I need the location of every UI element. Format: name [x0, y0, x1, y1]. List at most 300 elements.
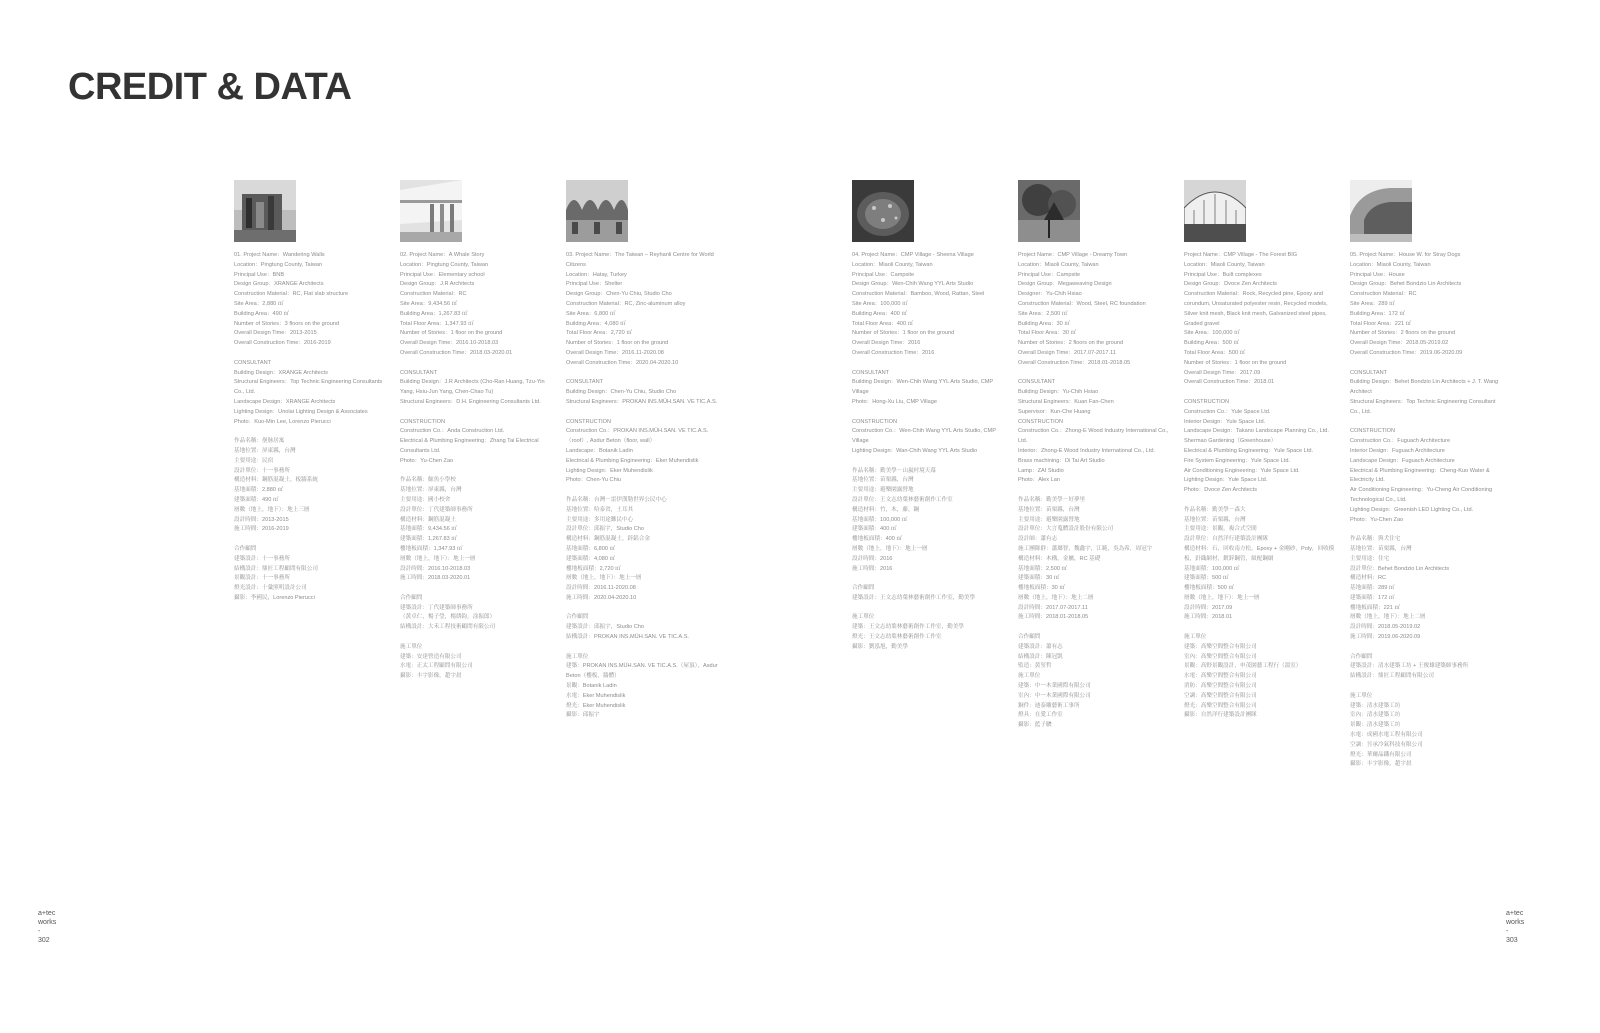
project-photo-forest-big	[1184, 180, 1246, 242]
credit-line: 層數（地上，地下）：地上二層	[1018, 594, 1094, 601]
spacer	[566, 408, 718, 418]
credit-line: Air Conditioning Engineering：Yu-Cheng Air Conditioning Technological Co., Ltd.	[1350, 487, 1493, 503]
credit-line: Lighting Design：Yule Space Ltd.	[1184, 477, 1268, 484]
credit-line: Structural Engineers：Top Technic Engineering Consultants Co., Ltd.	[234, 379, 383, 396]
credit-line: 設計單位：王文志幼葉林藝術創作工作室	[852, 496, 953, 503]
footer-right-line: -	[1506, 928, 1509, 935]
credit-line: Construction Material：RC, Flat slab structure	[234, 291, 349, 298]
credit-line: Number of Stories：2 floors on the ground	[1350, 330, 1456, 337]
credit-line: 施工單位	[400, 643, 423, 650]
credit-line: 作品名稱：壘脉居寓	[234, 438, 285, 445]
credit-line: 景觀設計：十一事務所	[234, 575, 290, 582]
credit-line: Overall Design Time：2016	[852, 340, 921, 347]
spacer	[234, 349, 386, 359]
credit-line: Site Area：6,800 ㎡	[566, 310, 616, 317]
credit-line: 設計時間：2016	[852, 555, 893, 562]
credit-line: Number of Stories：1 floor on the ground	[400, 330, 503, 337]
credit-line: 層數（地上，地下）：地上二層	[1350, 614, 1426, 621]
spacer	[852, 408, 1004, 418]
credit-line: 施工時間：2016	[852, 565, 893, 572]
credit-line: 層數（地上，地下）：地上一層	[566, 575, 642, 582]
credit-line: 建築面積：172 ㎡	[1350, 594, 1395, 601]
credit-line: 施工單位	[1018, 673, 1041, 680]
credit-line: 04. Project Name：CMP Village - Sheena Village	[852, 252, 974, 258]
spacer	[1018, 369, 1170, 379]
credit-line: 建築：高樂空間整合有限公司	[1184, 643, 1257, 650]
credit-line: 施工時間：2018.01	[1184, 614, 1233, 621]
credit-line: 作品名稱：勤美學－好夢里	[1018, 496, 1086, 503]
credit-line: 建築面積：30 ㎡	[1018, 575, 1060, 582]
project-column-sheena-village	[852, 180, 1004, 653]
credit-line: Site Area：2,880 ㎡	[234, 300, 284, 307]
credit-line: Brass machining：Di Tai Art Studio	[1018, 457, 1105, 464]
credit-line: 建築設計：王文志幼葉林藝術創作工作室，勤美學	[852, 594, 976, 601]
credit-line: Landscape：Botanik Ladin	[566, 447, 633, 454]
credit-line: 施工團隊群：蕭瑯智，魏鑫宇，江範，吳為希，周冠宇	[1018, 545, 1153, 552]
credit-line: 施工時間：2020.04-2020.10	[566, 594, 637, 601]
credit-line: Construction Material：RC	[400, 291, 467, 298]
project-column-forest-big	[1184, 180, 1336, 721]
credit-line: Overall Design Time：2016.10-2018.03	[400, 340, 499, 347]
credit-line: 作品名稱：與犬住宅	[1350, 536, 1401, 543]
credit-line: 建築：清水建築工坊	[1350, 702, 1401, 709]
spacer	[400, 359, 552, 369]
credit-line: Structural Engineers：Kuan Fan-Chen	[1018, 398, 1114, 405]
credit-line: 構造材料：鋼筋混凝土，鋅鋁合金	[566, 536, 650, 543]
credit-line: Building Area：500 ㎡	[1184, 340, 1240, 347]
credit-line: 水電：Eker Muhendislik	[566, 692, 626, 699]
credit-line: Building Area：400 ㎡	[852, 310, 908, 317]
credit-line: 層數（地上，地下）：地上三層	[234, 506, 310, 513]
credit-line: 基地面積：2,500 ㎡	[1018, 565, 1068, 572]
credit-line: Location：Miaoli County, Taiwan	[1184, 261, 1265, 268]
credit-line: 結構設計：鼎匠工程顧問有限公司	[234, 565, 318, 572]
credit-line: 設計單位：十一事務所	[234, 467, 290, 474]
credit-line: Overall Design Time：2018.05-2019.02	[1350, 340, 1449, 347]
credit-line: Structural Engineers：Top Technic Engineering Consultant Co., Ltd.	[1350, 398, 1496, 415]
credit-line: Construction Co.：Zhong-E Wood Industry International Co., Ltd.	[1018, 428, 1169, 445]
credit-line: 01. Project Name：Wandering Walls	[234, 252, 325, 258]
credit-line: CONSTRUCTION	[1184, 398, 1230, 405]
credit-line: Construction Co.：PROKAN INS.MÜH.SAN. VE TIC.A.S.（roof）, Asdur Beton（floor, wall）	[566, 428, 709, 445]
credit-line: 主要用途：民宿	[234, 457, 274, 464]
project-column-wandering-walls	[234, 180, 386, 604]
spacer	[1018, 623, 1170, 633]
credit-line: Total Floor Area：30 ㎡	[1018, 330, 1077, 337]
credit-line: 樓地板面積：1,347.93 ㎡	[400, 545, 463, 552]
credit-line: 室內：中一木業國際有限公司	[1018, 692, 1091, 699]
credit-line: CONSTRUCTION	[566, 418, 612, 425]
credit-line: Location：Miaoli County, Taiwan	[852, 261, 933, 268]
credit-line: 結構設計：陳冠凱	[1018, 653, 1063, 660]
project-photo-house-w-stray-dogs	[1350, 180, 1412, 242]
credit-line: Principal Use：Campsite	[1018, 271, 1081, 278]
credit-line: 攝影：自然洋行建築設計團隊	[1184, 712, 1257, 719]
credit-line: 景觀：高野景觀設計，申茂園藝工程行（溫室）	[1184, 663, 1302, 670]
credit-line: Lighting Design：Eker Muhendislik	[566, 467, 653, 474]
credit-line: Lighting Design：Greenish LED Lighting Co., Ltd.	[1350, 506, 1474, 513]
credit-line: 設計時間：2016.10-2018.03	[400, 565, 471, 572]
credit-line: 施工單位	[852, 614, 875, 621]
credit-line: 施工時間：2018.03-2020.01	[400, 575, 471, 582]
credit-line: Location：Pingtung County, Taiwan	[234, 261, 323, 268]
credit-line: Structural Engineers：PROKAN INS.MÜH.SAN. VE TIC.A.S.	[566, 398, 718, 405]
credit-line: 建築設計：蕭有志	[1018, 643, 1063, 650]
credit-line: 層數（地上，地下）：地上一層	[852, 545, 928, 552]
credit-line: 攝影：李國民，Lorenzo Pierucci	[234, 594, 315, 601]
spacer	[234, 535, 386, 545]
credit-line: 施工時間：2016-2019	[234, 526, 289, 533]
credit-line: Number of Stories：3 floors on the ground	[234, 320, 340, 327]
credit-line: 作品名稱：台灣－雷伊漢勒世界公民中心	[566, 496, 667, 503]
spacer	[1350, 359, 1502, 369]
credit-line: Overall Construction Time：2018.01-2018.05	[1018, 359, 1131, 366]
credit-line: Interior Design：Yule Space Ltd.	[1184, 418, 1266, 425]
credit-line: Building Design：Chen-Yu Chiu, Studio Cho	[566, 389, 677, 396]
credit-line: Construction Material：Wood, Steel, RC foundation	[1018, 300, 1146, 307]
credit-line: Supervisor：Kun-Che Huang	[1018, 408, 1091, 415]
spacer	[852, 457, 1004, 467]
credit-line: Construction Co.：Yule Space Ltd.	[1184, 408, 1271, 415]
credit-line: Electrical & Plumbing Engineering：Cheng-Kuo Water & Electricity Ltd.	[1350, 467, 1490, 484]
credit-line: Principal Use：Built complexes	[1184, 271, 1262, 278]
credit-line: 施工時間：2019.06-2020.09	[1350, 634, 1421, 641]
footer-left	[38, 909, 56, 945]
credit-line: 基地位置：苗栗縣，台灣	[852, 477, 914, 484]
credit-line: 樓地板面積：400 ㎡	[852, 536, 903, 543]
credit-line: 設計單位：Behet Bondzio Lin Architects	[1350, 565, 1450, 572]
credit-line: 建築面積：4,080 ㎡	[566, 555, 616, 562]
spacer	[1184, 496, 1336, 506]
credit-line: Number of Stories：2 floors on the ground	[1018, 340, 1124, 347]
credit-line: Principal Use：BNB	[234, 271, 285, 278]
credit-line: Building Area：172 ㎡	[1350, 310, 1406, 317]
credit-line: 02. Project Name：A Whale Story	[400, 252, 485, 258]
credit-line: 結構設計：PROKAN INS.MÜH.SAN. VE TIC.A.S.	[566, 634, 689, 641]
credit-line: 設計時間：2017.07-2017.11	[1018, 604, 1088, 611]
credit-line: 燈光：華爾晶鐵有限公司	[1350, 751, 1412, 758]
credit-line: 作品名稱：勤美學－森大	[1184, 506, 1246, 513]
credit-line: Photo：Hong-Xu Liu, CMP Village	[852, 398, 937, 405]
credit-line: 合作顧問	[234, 545, 257, 552]
project-column-house-w-stray-dogs	[1350, 180, 1502, 770]
credit-line: 消防：高樂空間整合有限公司	[1184, 683, 1257, 690]
credit-line: CONSULTANT	[234, 359, 272, 366]
credit-line: 攝影：邱振宇	[566, 712, 600, 719]
credit-line: Site Area：9,434.56 ㎡	[400, 300, 458, 307]
credit-line: 建築：王文志幼葉林藝術創作工作室，勤美學	[852, 624, 964, 631]
spacer	[400, 584, 552, 594]
credit-line: Project Name：CMP Village - The Forest BIG	[1184, 252, 1298, 258]
credit-line: Building Area：1,267.83 ㎡	[400, 310, 468, 317]
credit-line: Structural Engineers：D.H. Engineering Consultants Ltd.	[400, 398, 541, 405]
credit-line: Number of Stories：1 floor on the ground	[1184, 359, 1287, 366]
credit-line: Building Area：30 ㎡	[1018, 320, 1070, 327]
credit-line: 結構設計：大禾工程技術顧問有限公司	[400, 624, 496, 631]
credit-line: 主要用途：國小校舍	[400, 496, 451, 503]
credit-line: 攝影：藍子駿	[1018, 722, 1052, 729]
credit-line: Lighting Design：Unolai Lighting Design & Associates	[234, 408, 368, 415]
credit-line: 基地位置：屏東縣，台灣	[400, 487, 462, 494]
spacer	[1018, 486, 1170, 496]
credit-line: Shermao Gardening（Greenhouse）	[1184, 438, 1277, 445]
credit-line: 攝影：劉泓旭，勤美學	[852, 643, 908, 650]
credit-line: Overall Design Time：2017.09	[1184, 369, 1261, 376]
credit-line: 施工單位	[1184, 634, 1207, 641]
spacer	[852, 359, 1004, 369]
credit-line: 主要用途：多用途難民中心	[566, 516, 634, 523]
credit-line: 主要用途：避樂園露營地	[852, 487, 914, 494]
credit-line: Building Design：J.R Architects (Cho-Ran Huang, Tzu-Yin Yang, Hsiu-Jun Yang, Chen-Chao Tu)	[400, 379, 545, 396]
spacer	[400, 408, 552, 418]
spacer	[1184, 388, 1336, 398]
credit-line: 設計師：蕭有志	[1018, 536, 1058, 543]
credit-line: Building Design：Behet Bondzio Lin Architects + J. T. Wang Architect	[1350, 379, 1499, 396]
credit-line: Photo：Yu-Chen Zao	[1350, 516, 1404, 523]
credit-line: 構造材料：鋼筋混凝土，板牆系統	[234, 477, 318, 484]
credit-line: Overall Construction Time：2018.01	[1184, 379, 1275, 386]
spacer	[400, 633, 552, 643]
spacer	[566, 604, 718, 614]
credit-line: 結構設計：鼎匠工程顧問有限公司	[1350, 673, 1434, 680]
credit-line: 合作顧問	[566, 614, 589, 621]
credit-line: 設計時間：2016.11-2020.08	[566, 585, 636, 592]
credit-line: 樓地板面積：500 ㎡	[1184, 585, 1235, 592]
credit-line: Building Design：Yu-Chih Hsiao	[1018, 389, 1099, 396]
credit-line: 建築面積：400 ㎡	[852, 526, 897, 533]
credit-line: Total Floor Area：500 ㎡	[1184, 349, 1246, 356]
credit-line: CONSTRUCTION	[1350, 428, 1396, 435]
credit-line: 基地位置：苗栗縣，台灣	[1350, 545, 1412, 552]
credit-line: （黃卓仁，楊子瑩，楊綉鈞，涂振郎）	[400, 614, 496, 621]
spacer	[400, 467, 552, 477]
credit-line: 作品名稱：勤美學－山嵐村境天幕	[852, 467, 936, 474]
credit-line: 基地位置：屏東縣，台灣	[234, 447, 296, 454]
credit-line: Location：Pingtung County, Taiwan	[400, 261, 489, 268]
credit-line: Overall Construction Time：2020.04-2020.10	[566, 359, 679, 366]
credit-line: 主要用途：避樂園露營地	[1018, 516, 1080, 523]
credit-line: Total Floor Area：1,347.93 ㎡	[400, 320, 474, 327]
credit-line: Design Group：Wen-Chih Wang YYL Arts Studio	[852, 281, 974, 288]
credit-line: Site Area：100,000 ㎡	[1184, 330, 1240, 337]
credit-line: 設計時間：2013-2015	[234, 516, 289, 523]
credit-line: Site Area：100,000 ㎡	[852, 300, 908, 307]
credit-line: Lamp：ZAI Studio	[1018, 467, 1064, 474]
credit-line: 合作顧問	[1018, 634, 1041, 641]
credit-line: 建築：安達營造有限公司	[400, 653, 462, 660]
credit-line: Location：Miaoli County, Taiwan	[1350, 261, 1431, 268]
credit-line: 水電：正太工程顧問有限公司	[400, 663, 473, 670]
credit-line: 構造材料：鋼筋混凝土	[400, 516, 456, 523]
spacer	[1350, 525, 1502, 535]
credit-line: Building Design：XRANGE Architects	[234, 369, 328, 376]
credit-line: Photo：Chen-Yu Chiu	[566, 477, 622, 484]
project-photo-dreamy-town	[1018, 180, 1080, 242]
credit-line: 基地位置：哈泰省，土耳其	[566, 506, 634, 513]
project-photo-wandering-walls	[234, 180, 296, 242]
credit-line: 建築面積：500 ㎡	[1184, 575, 1229, 582]
credit-line: Principal Use：Shelter	[566, 281, 623, 288]
credit-line: Principal Use：House	[1350, 271, 1405, 278]
footer-left-line: works	[38, 919, 57, 926]
credit-line: CONSTRUCTION	[852, 418, 898, 425]
credit-line: 建築設計：十一事務所	[234, 555, 290, 562]
credit-line: Total Floor Area：221 ㎡	[1350, 320, 1412, 327]
credit-line: Total Floor Area：400 ㎡	[852, 320, 914, 327]
credit-line: Air Conditioning Engineering：Yule Space Ltd.	[1184, 467, 1300, 474]
credit-line: 燈光：高樂空間整合有限公司	[1184, 702, 1257, 709]
credit-line: 水電：成國水電工程有限公司	[1350, 732, 1423, 739]
credit-line: 設計單位：自然洋行建築設計團隊	[1184, 536, 1268, 543]
credit-line: Design Group：J.R Architects	[400, 281, 475, 288]
credit-line: 03. Project Name：The Taiwan – Reyhanli Centre for World Citizens	[566, 252, 714, 268]
credit-line: 攝影：丰宇影像，趙宇晨	[400, 673, 462, 680]
credit-line: 攝影：丰宇影像，趙宇晨	[1350, 761, 1412, 768]
credit-line: Design Group：Dvoce Zen Architects	[1184, 281, 1277, 288]
credit-line: Overall Construction Time：2016-2019	[234, 340, 331, 347]
credit-line: Overall Construction Time：2019.06-2020.09	[1350, 349, 1463, 356]
credit-line: Interior Design：Fuguach Architecture	[1350, 447, 1445, 454]
credit-line: 基地面積：100,000 ㎡	[1184, 565, 1240, 572]
credit-line: 景觀：Botanik Ladin	[566, 683, 617, 690]
credit-line: Overall Design Time：2013-2015	[234, 330, 317, 337]
credit-line: Site Area：289 ㎡	[1350, 300, 1395, 307]
project-column-dreamy-town	[1018, 180, 1170, 731]
spacer	[566, 369, 718, 379]
credit-line: 施工時間：2018.01-2018.05	[1018, 614, 1089, 621]
credit-line: 燈具：在愛工作室	[1018, 712, 1063, 719]
page-number: 302	[38, 937, 50, 944]
credit-line: 施工單位	[566, 653, 589, 660]
credit-line: 設計時間：2018.05-2019.02	[1350, 624, 1421, 631]
credit-line: Lighting Design：Wan-Chih Wang YYL Arts Studio	[852, 447, 978, 454]
spacer	[1350, 643, 1502, 653]
credit-line: Overall Construction Time：2016	[852, 349, 935, 356]
credit-line: 層數（地上，地下）：地上一層	[400, 555, 476, 562]
credit-line: 建築設計：丁代建築師事務所	[400, 604, 473, 611]
credit-line: 作品名稱：鯨魚小學校	[400, 477, 456, 484]
spacer	[852, 574, 1004, 584]
credit-line: 05. Project Name：House W. for Stray Dogs	[1350, 252, 1461, 258]
credit-line: Location：Miaoli County, Taiwan	[1018, 261, 1099, 268]
credit-line: 基地面積：9,434.56 ㎡	[400, 526, 457, 533]
credit-line: Photo：Kuo-Min Lee, Lorenzo Pierucci	[234, 418, 331, 425]
credit-line: 基地位置：苗栗縣，台灣	[1184, 516, 1246, 523]
page-title: CREDIT & DATA	[68, 66, 352, 108]
credit-line: 基地面積：289 ㎡	[1350, 585, 1395, 592]
project-photo-taiwan-reyhanli-centre	[566, 180, 628, 242]
credit-line: CONSULTANT	[400, 369, 438, 376]
credit-line: 基地面積：100,000 ㎡	[852, 516, 908, 523]
credit-line: Designer：Yu-Chih Hsiao	[1018, 291, 1082, 298]
credit-line: 監造：黃堃哲	[1018, 663, 1052, 670]
credit-line: CONSULTANT	[1018, 379, 1056, 386]
spacer	[566, 643, 718, 653]
credit-line: Total Floor Area：2,720 ㎡	[566, 330, 632, 337]
credit-line: 樓地板面積：2,720 ㎡	[566, 565, 621, 572]
credit-line: Design Group：Megaweaving Design	[1018, 281, 1112, 288]
credit-line: Construction Co.：Wen-Chih Wang YYL Arts Studio, CMP Village	[852, 428, 996, 445]
credit-line: Overall Design Time：2017.07-2017.11	[1018, 349, 1116, 356]
credit-line: Overall Construction Time：2018.03-2020.01	[400, 349, 513, 356]
credit-line: 建築：中一木業國際有限公司	[1018, 683, 1091, 690]
credit-line: 建築面積：1,267.83 ㎡	[400, 536, 457, 543]
credit-line: Landscape Design：Takano Landscape Planning Co., Ltd.	[1184, 428, 1329, 435]
credit-line: CONSULTANT	[566, 379, 604, 386]
credit-line: Project Name：CMP Village - Dreamy Town	[1018, 252, 1128, 258]
credit-line: Number of Stories：1 floor on the ground	[852, 330, 955, 337]
credit-line: 建築面積：490 ㎡	[234, 496, 279, 503]
spacer	[1350, 682, 1502, 692]
credit-line: Photo：Dvoce Zen Architects	[1184, 487, 1258, 494]
credit-line: Design Group：Chen-Yu Chiu, Studio Cho	[566, 291, 672, 298]
credit-line: Electrical & Plumbing Engineering：Yule Space Ltd.	[1184, 447, 1314, 454]
footer-right-line: a+tec	[1506, 910, 1524, 917]
credit-line: 構造材料：木構，金屬，RC 基礎	[1018, 555, 1101, 562]
spacer	[1184, 623, 1336, 633]
credit-line: 空調：昱承冷氣科技有限公司	[1350, 741, 1423, 748]
credit-line: 銅件：迪泰雕藝術工事所	[1018, 702, 1080, 709]
credit-line: Overall Design Time：2016.11-2020.08	[566, 349, 664, 356]
credit-line: 建築：PROKAN INS.MÜH.SAN. VE TIC.A.S.（屋頂），Asdur Beton（樓板，牆體）	[566, 663, 718, 680]
credit-line: Design Group：XRANGE Architects	[234, 281, 324, 288]
footer-left-line: a+tec	[38, 910, 56, 917]
credit-line: 構造材料：竹，木，藤，鋼	[852, 506, 920, 513]
credit-line: CONSULTANT	[1350, 369, 1388, 376]
credit-line: 設計單位：丁代建築師事務所	[400, 506, 473, 513]
credit-line: 主要用途：住宅	[1350, 555, 1390, 562]
credit-line: Landscape Design：XRANGE Architects	[234, 398, 336, 405]
project-photo-sheena-village	[852, 180, 914, 242]
credit-line: 設計時間：2017.09	[1184, 604, 1233, 611]
credit-line: CONSTRUCTION	[1018, 418, 1064, 425]
credit-line: 燈光：王文志幼葉林藝術創作工作室	[852, 634, 942, 641]
credit-line: Number of Stories：1 floor on the ground	[566, 340, 669, 347]
credit-line: Interior：Zhong-E Wood Industry International Co., Ltd.	[1018, 447, 1156, 454]
credit-line: 建築設計：邱振宇，Studio Cho	[566, 624, 645, 631]
credit-line: 層數（地上，地下）：地上一層	[1184, 594, 1260, 601]
credit-line: 基地位置：苗栗縣，台灣	[1018, 506, 1080, 513]
credit-line: Site Area：2,500 ㎡	[1018, 310, 1068, 317]
page-number: 303	[1506, 937, 1518, 944]
credit-line: Photo：Alex Lan	[1018, 477, 1060, 484]
project-column-whale-story	[400, 180, 552, 682]
spacer	[852, 604, 1004, 614]
credit-line: 空調：高樂空間整合有限公司	[1184, 692, 1257, 699]
credit-line: 基地面積：6,800 ㎡	[566, 545, 616, 552]
credit-line: CONSULTANT	[852, 369, 890, 376]
credit-line: Construction Co.：Anda Construction Ltd.	[400, 428, 505, 435]
spacer	[1350, 418, 1502, 428]
credit-line: 合作顧問	[852, 585, 875, 592]
credit-line: Fire System Engineering：Yule Space Ltd.	[1184, 457, 1291, 464]
credit-line: 燈光：Eker Muhendislik	[566, 702, 626, 709]
credit-line: Location：Hatay, Turkey	[566, 271, 627, 278]
credit-line: Building Design：Wen-Chih Wang YYL Arts Studio, CMP Village	[852, 379, 994, 396]
credit-line: Building Area：4,080 ㎡	[566, 320, 626, 327]
credit-line: Principal Use：Campsite	[852, 271, 915, 278]
project-column-taiwan-reyhanli-centre	[566, 180, 718, 721]
spacer	[234, 427, 386, 437]
credit-line: 主要用途：景觀，複合式空間	[1184, 526, 1257, 533]
credit-line: 室內：清水建築工坊	[1350, 712, 1401, 719]
credit-line: 設計單位：邱振宇，Studio Cho	[566, 526, 645, 533]
credit-line: 構造材料：RC	[1350, 575, 1387, 582]
footer-right-line: works	[1506, 919, 1525, 926]
credit-line: 水電：高樂空間整合有限公司	[1184, 673, 1257, 680]
credit-line: 室內：高樂空間整合有限公司	[1184, 653, 1257, 660]
project-photo-whale-story	[400, 180, 462, 242]
